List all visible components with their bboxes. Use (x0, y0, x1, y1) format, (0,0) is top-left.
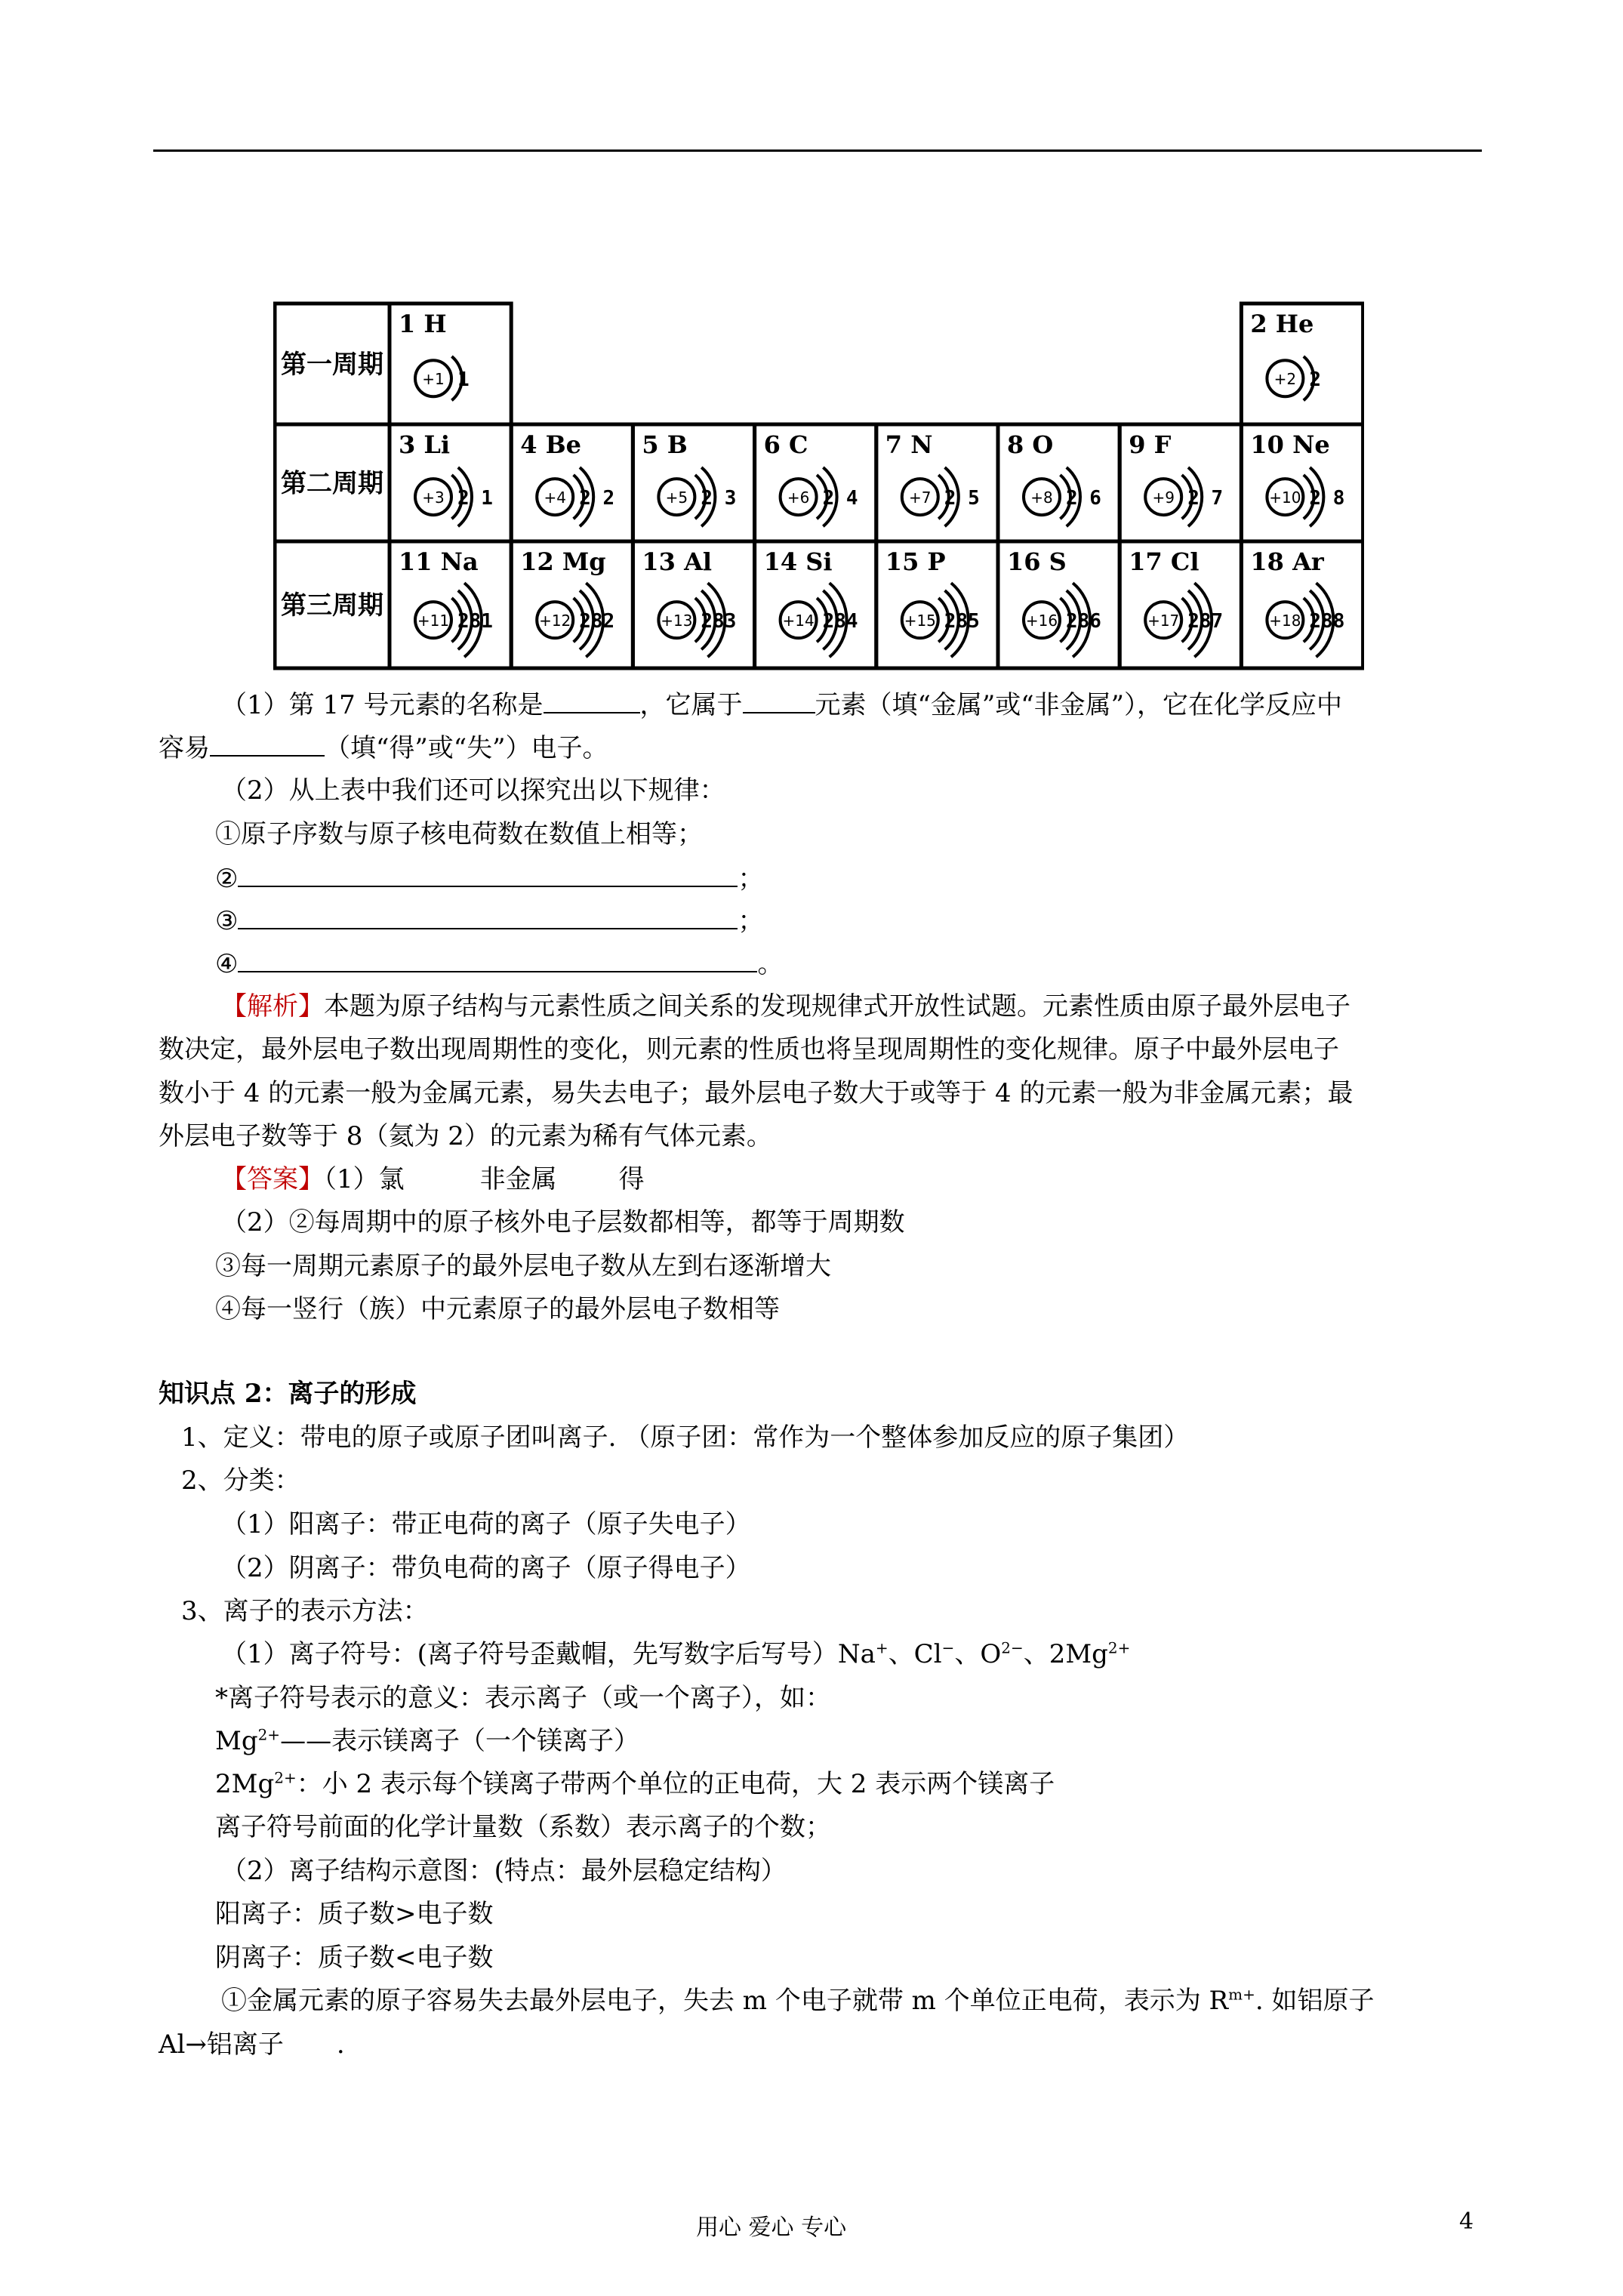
o-charge: 2− (1001, 1638, 1024, 1657)
rule-2-blank (238, 863, 738, 887)
element-label: 9 F (1129, 430, 1172, 459)
two-mg-text: ：小 2 表示每个镁离子带两个单位的正电荷，大 2 表示两个镁离子 (296, 1769, 1055, 1799)
element-cell (998, 424, 1119, 541)
ion-symbol-meaning: *离子符号表示的意义：表示离子（或一个离子），如： (215, 1683, 831, 1713)
element-cell (755, 541, 876, 668)
period-label: 第三周期 (281, 590, 383, 621)
element-label: 16 S (1007, 547, 1067, 576)
nucleus-charge: +10 (1269, 488, 1301, 507)
analysis-text-1: 本题为原子结构与元素性质之间关系的发现规律式开放性试题。元素性质由原子最外层电子 (324, 991, 1350, 1022)
nucleus-charge: +11 (417, 612, 450, 630)
rule-3-blank (238, 905, 738, 929)
element-label: 11 Na (399, 547, 479, 576)
element-label: 6 C (763, 430, 808, 459)
nucleus-charge: +15 (904, 612, 936, 630)
cation-definition: （1）阳离子：带正电荷的离子（原子失电子） (221, 1509, 751, 1539)
mg-ion-charge: 2+ (257, 1725, 281, 1744)
mg-ion-symbol: Mg (215, 1726, 258, 1756)
shell-electrons: 2 8 (1309, 487, 1345, 510)
ion-structure-diagram: （2）离子结构示意图：(特点：最外层稳定结构） (221, 1856, 787, 1886)
mg-symbol: 、2Mg (1023, 1639, 1108, 1669)
rule-4-period: 。 (757, 949, 784, 979)
rule-1: ①原子序数与原子核电荷数在数值上相等； (215, 819, 703, 849)
shell-electrons: 2 3 (701, 487, 737, 510)
element-label: 4 Be (520, 430, 582, 459)
answer-tag: 【答案】 (221, 1164, 324, 1194)
answer-1-type: 非金属 (479, 1164, 557, 1194)
ion-symbol-text: （1）离子符号：(离子符号歪戴帽，先写数字后写号）Na (221, 1639, 876, 1669)
nucleus-charge: +13 (661, 612, 693, 630)
nucleus-charge: +9 (1152, 488, 1175, 507)
shell-electrons: 2 4 (822, 487, 858, 510)
nucleus-charge: +7 (909, 488, 932, 507)
footer-motto: 用心 爱心 专心 (696, 2214, 847, 2241)
two-mg-ion-example (215, 1769, 1055, 1799)
metal-rule-example: . 如铝原子 (1255, 1986, 1375, 2016)
analysis-line-1 (221, 991, 1350, 1022)
metal-rule-text: ①金属元素的原子容易失去最外层电子，失去 m 个电子就带 m 个单位正电荷，表示为 R (221, 1986, 1229, 2016)
anion-relation: 阴离子：质子数<电子数 (215, 1943, 494, 1973)
shell-electrons: 282 (579, 610, 615, 633)
rule-2-marker: ② (215, 864, 239, 894)
element-label: 8 O (1007, 430, 1054, 459)
element-cell (876, 424, 998, 541)
nucleus-charge: +14 (782, 612, 815, 630)
analysis-line-2: 数决定，最外层电子数出现周期性的变化，则元素的性质也将呈现周期性的变化规律。原子中最外层电子 (159, 1034, 1339, 1065)
element-label: 1 H (399, 310, 447, 338)
nucleus-charge: +8 (1030, 488, 1053, 507)
cation-relation: 阳离子：质子数>电子数 (215, 1899, 494, 1929)
element-cell (1241, 541, 1363, 668)
q1-blank-name (544, 689, 640, 713)
q1-text-c: 元素（填“金属”或“非金属”），它在化学反应中 (815, 690, 1343, 720)
q1-blank-type (743, 689, 815, 713)
rule-3-marker: ③ (215, 906, 239, 936)
element-cell (1119, 424, 1241, 541)
q1-blank-gain-lose (210, 732, 325, 757)
shell-electrons: 2 2 (579, 487, 615, 510)
period-label: 第二周期 (281, 468, 383, 499)
rule-3-line (215, 905, 763, 936)
element-cell (876, 541, 998, 668)
cl-charge: − (941, 1638, 955, 1657)
element-label: 17 Cl (1129, 547, 1200, 576)
element-cell (755, 424, 876, 541)
coefficient-meaning: 离子符号前面的化学计量数（系数）表示离子的个数； (215, 1812, 831, 1842)
answer-line-4: ④每一竖行（族）中元素原子的最外层电子数相等 (215, 1294, 780, 1324)
nucleus-charge: +16 (1025, 612, 1058, 630)
element-label: 10 Ne (1250, 430, 1330, 459)
element-cell (1241, 304, 1363, 424)
shell-electrons: 283 (701, 610, 737, 633)
analysis-line-4: 外层电子数等于 8（氦为 2）的元素为稀有气体元素。 (159, 1121, 772, 1151)
ion-representation: 3、离子的表示方法： (181, 1596, 429, 1626)
answer-line-1 (221, 1164, 645, 1194)
element-label: 13 Al (642, 547, 713, 576)
cl-symbol: 、Cl (888, 1639, 942, 1669)
ion-classification: 2、分类： (181, 1465, 300, 1496)
answer-line-3: ③每一周期元素原子的最外层电子数从左到右逐渐增大 (215, 1251, 831, 1281)
two-mg-charge: 2+ (274, 1768, 297, 1787)
shell-electrons: 281 (457, 610, 493, 633)
shell-electrons: 286 (1066, 610, 1101, 633)
knowledge-point-2-title: 知识点 2：离子的形成 (159, 1379, 417, 1409)
shell-electrons: 2 1 (457, 487, 493, 510)
nucleus-charge: +12 (539, 612, 571, 630)
q1-text-e: （填“得”或“失”）电子。 (325, 733, 608, 763)
element-label: 12 Mg (520, 547, 606, 576)
mg-charge: 2+ (1107, 1638, 1131, 1657)
ion-symbol-line (221, 1639, 1130, 1669)
element-cell (390, 304, 511, 424)
mg-ion-example (215, 1726, 639, 1756)
shell-electrons: 1 (457, 368, 470, 392)
shell-electrons: 2 5 (944, 487, 980, 510)
periodic-table-figure (273, 300, 1364, 670)
element-label: 5 B (642, 430, 688, 459)
rule-2-semicolon: ； (738, 864, 764, 894)
element-label: 7 N (885, 430, 933, 459)
q1-text-d: 容易 (159, 733, 210, 763)
page-number: 4 (1459, 2208, 1474, 2235)
header-rule (153, 149, 1482, 152)
shell-electrons: 285 (944, 610, 980, 633)
element-label: 18 Ar (1250, 547, 1324, 576)
analysis-tag: 【解析】 (221, 991, 324, 1022)
nucleus-charge: +5 (665, 488, 688, 507)
element-cell (1119, 541, 1241, 668)
nucleus-charge: +3 (422, 488, 445, 507)
rule-2-line (215, 863, 763, 894)
answer-line-2: （2）②每周期中的原子核外电子层数都相等，都等于周期数 (221, 1207, 905, 1237)
element-label: 14 Si (763, 547, 833, 576)
rule-4-blank (238, 948, 757, 972)
element-cell (1241, 424, 1363, 541)
element-cell (511, 424, 633, 541)
nucleus-charge: +6 (787, 488, 810, 507)
answer-1-element: （1）氯 (324, 1164, 405, 1194)
element-cell (633, 424, 754, 541)
answer-1-gain: 得 (618, 1164, 645, 1194)
ion-definition: 1、定义：带电的原子或原子团叫离子. （原子团：常作为一个整体参加反应的原子集团） (181, 1422, 1190, 1453)
analysis-line-3: 数小于 4 的元素一般为金属元素，易失去电子；最外层电子数大于或等于 4 的元素一般为非金属元素；最 (159, 1078, 1354, 1108)
element-cell (390, 541, 511, 668)
element-cell (511, 541, 633, 668)
shell-electrons: 287 (1187, 610, 1224, 633)
metal-charge: m+ (1228, 1985, 1255, 2004)
q1-text-a: （1）第 17 号元素的名称是 (221, 690, 544, 720)
na-charge: + (875, 1638, 888, 1657)
al-ion-text: Al→铝离子 (159, 2029, 284, 2060)
nucleus-charge: +2 (1273, 370, 1297, 389)
metal-ion-rule (221, 1986, 1374, 2016)
al-ion-end: . (336, 2029, 345, 2060)
o-symbol: 、O (954, 1639, 1002, 1669)
question-2-intro: （2）从上表中我们还可以探究出以下规律： (221, 775, 725, 806)
element-cell (390, 424, 511, 541)
nucleus-charge: +18 (1269, 612, 1301, 630)
mg-ion-text: ——表示镁离子（一个镁离子） (280, 1726, 640, 1756)
q1-text-b: ，它属于 (639, 690, 743, 720)
element-label: 15 P (885, 547, 946, 576)
element-cell (998, 541, 1119, 668)
shell-electrons: 2 (1309, 368, 1322, 392)
al-ion-line (159, 2029, 345, 2060)
shell-electrons: 2 7 (1187, 487, 1224, 510)
question-1-line-2 (159, 732, 608, 763)
rule-4-marker: ④ (215, 949, 239, 979)
element-label: 2 He (1250, 310, 1314, 338)
rule-3-semicolon: ； (738, 906, 764, 936)
question-1-line-1 (221, 689, 1342, 720)
element-cell (633, 541, 754, 668)
rule-4-line (215, 948, 783, 979)
shell-electrons: 284 (822, 610, 858, 633)
period-label: 第一周期 (281, 350, 383, 380)
nucleus-charge: +1 (422, 370, 445, 389)
element-label: 3 Li (399, 430, 451, 459)
nucleus-charge: +17 (1147, 612, 1180, 630)
shell-electrons: 288 (1309, 610, 1345, 633)
anion-definition: （2）阴离子：带负电荷的离子（原子得电子） (221, 1553, 751, 1583)
shell-electrons: 2 6 (1066, 487, 1101, 510)
nucleus-charge: +4 (544, 488, 566, 507)
two-mg-symbol: 2Mg (215, 1769, 275, 1799)
